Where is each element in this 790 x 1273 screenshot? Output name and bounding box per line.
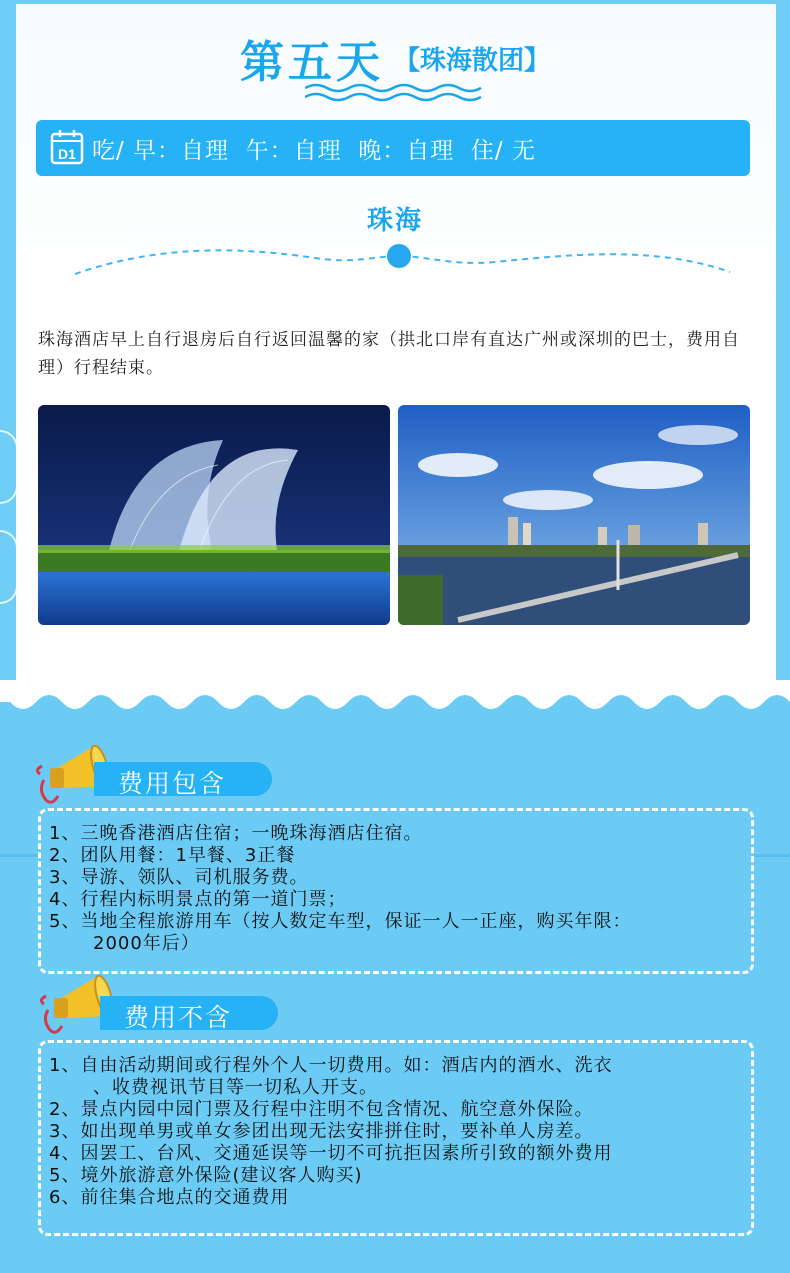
excluded-heading xyxy=(100,996,278,1030)
list-item: 6、前往集合地点的交通费用 xyxy=(49,1187,290,1208)
calendar-d1-icon xyxy=(50,129,84,165)
list-item: 1、三晚香港酒店住宿；一晚珠海酒店住宿。 xyxy=(49,823,423,844)
wave-border xyxy=(0,680,790,714)
day-number: 第五天 xyxy=(239,37,384,88)
day-subtitle: 【珠海散团】 xyxy=(393,45,550,76)
list-item: 1、自由活动期间或行程外个人一切费用。如：酒店内的酒水、洗衣 xyxy=(49,1055,613,1076)
city-dot xyxy=(387,244,411,268)
city-divider xyxy=(75,236,735,286)
title-wave-decoration xyxy=(305,82,485,104)
list-item: 5、境外旅游意外保险(建议客人购买) xyxy=(49,1165,363,1186)
side-decoration xyxy=(0,530,18,604)
fees-section xyxy=(0,680,790,1273)
meal-text: 吃/ 早：自理 午：自理 晚：自理 住/ 无 xyxy=(92,138,536,164)
list-item: 3、如出现单男或单女参团出现无法安排拼住时，要补单人房差。 xyxy=(49,1121,594,1142)
frame-right xyxy=(776,0,790,680)
list-item: 2、景点内园中园门票及行程中注明不包含情况、航空意外保险。 xyxy=(49,1099,594,1120)
list-item: 3、导游、领队、司机服务费。 xyxy=(49,867,309,888)
list-item: 5、当地全程旅游用车（按人数定车型，保证一人一正座，购买年限： xyxy=(49,911,632,932)
meal-info-bar xyxy=(36,120,750,176)
list-item-continuation: 2000年后） xyxy=(93,933,200,954)
list-item-continuation: 、收费视讯节目等一切私人开支。 xyxy=(93,1077,378,1098)
day-description: 珠海酒店早上自行退房后自行返回温馨的家（拱北口岸有直达广州或深圳的巴士，费用自理）行程结束。 xyxy=(38,330,740,378)
excluded-list xyxy=(38,1040,754,1236)
city-name: 珠海 xyxy=(366,206,423,236)
list-item: 2、团队用餐：1早餐、3正餐 xyxy=(49,845,296,866)
day-title xyxy=(0,26,790,90)
included-heading-label: 费用包含 xyxy=(118,769,227,798)
list-item: 4、行程内标明景点的第一道门票； xyxy=(49,889,347,910)
list-item: 4、因罢工、台风、交通延误等一切不可抗拒因素所引致的额外费用 xyxy=(49,1143,613,1164)
included-heading xyxy=(94,762,272,796)
included-list xyxy=(38,808,754,974)
zhuhai-city-bridge-river-photo xyxy=(398,405,750,625)
zhuhai-grand-theatre-night-photo xyxy=(38,405,390,625)
excluded-heading-label: 费用不含 xyxy=(124,1003,233,1032)
side-decoration xyxy=(0,430,18,504)
calendar-label: D1 xyxy=(58,146,76,162)
